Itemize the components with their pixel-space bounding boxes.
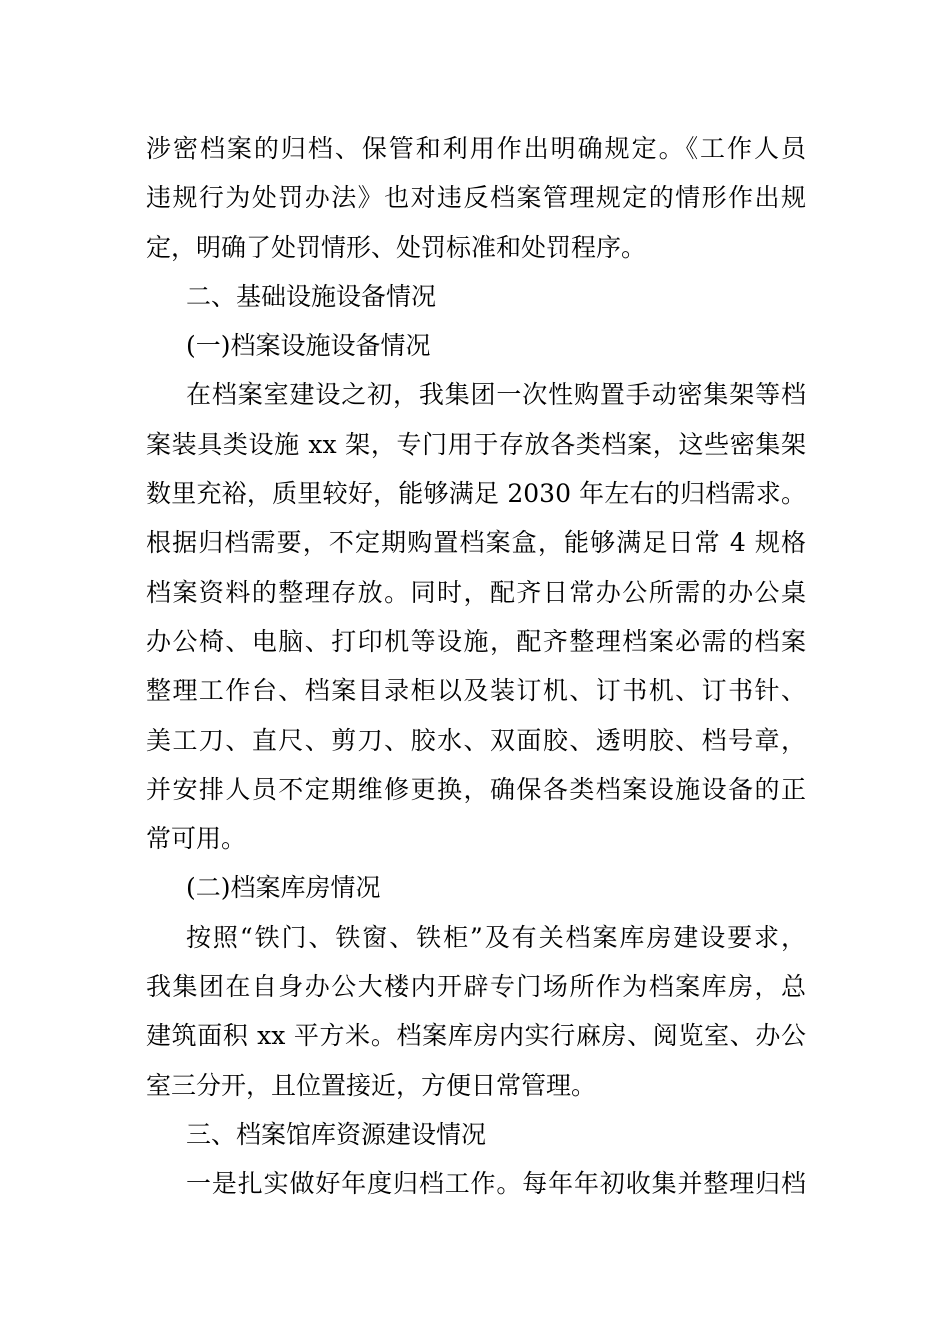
subsection-heading: (二)档案库房情况: [186, 873, 381, 903]
section-heading: 三、档案馆库资源建设情况: [186, 1119, 487, 1149]
paragraph-line: 按照“铁门、铁窗、铁柜”及有关档案库房建设要求，: [186, 922, 806, 952]
section-heading: 二、基础设施设备情况: [186, 281, 437, 311]
paragraph-line: 在档案室建设之初，我集团一次性购置手动密集架等档: [186, 380, 806, 410]
paragraph-line: 定，明确了处罚情形、处罚标准和处罚程序。: [146, 232, 647, 262]
paragraph-line: 室三分开，且位置接近，方便日常管理。: [146, 1070, 597, 1100]
document-body: [146, 124, 806, 1209]
paragraph-line: 涉密档案的归档、保管和利用作出明确规定。《工作人员: [146, 134, 806, 163]
paragraph-line: 档案资料的整理存放。同时，配齐日常办公所需的办公桌: [146, 577, 806, 607]
paragraph-line: 并安排人员不定期维修更换，确保各类档案设施设备的正: [146, 774, 806, 804]
paragraph-line: 数里充裕，质里较好，能够满足 2030 年左右的归档需求。: [146, 479, 806, 509]
paragraph-line: 我集团在自身办公大楼内开辟专门场所作为档案库房，总: [146, 972, 806, 1002]
paragraph-line: 整理工作台、档案目录柜以及装订机、订书机、订书针、: [146, 676, 806, 706]
paragraph-line: 美工刀、直尺、剪刀、胶水、双面胶、透明胶、档号章，: [146, 725, 806, 755]
paragraph-line: 建筑面积 xx 平方米。档案库房内实行麻房、阅览室、办公: [146, 1021, 806, 1051]
paragraph-line: 一是扎实做好年度归档工作。每年年初收集并整理归档: [186, 1169, 806, 1199]
subsection-heading: (一)档案设施设备情况: [186, 331, 431, 361]
paragraph-line: 办公椅、电脑、打印机等设施，配齐整理档案必需的档案: [146, 626, 806, 656]
paragraph-line: 案装具类设施 xx 架，专门用于存放各类档案，这些密集架: [146, 429, 806, 459]
paragraph-line: 根据归档需要，不定期购置档案盒，能够满足日常 4 规格: [146, 528, 806, 558]
paragraph-line: 违规行为处罚办法》也对违反档案管理规定的情形作出规: [146, 183, 806, 213]
paragraph-line: 常可用。: [146, 824, 247, 854]
